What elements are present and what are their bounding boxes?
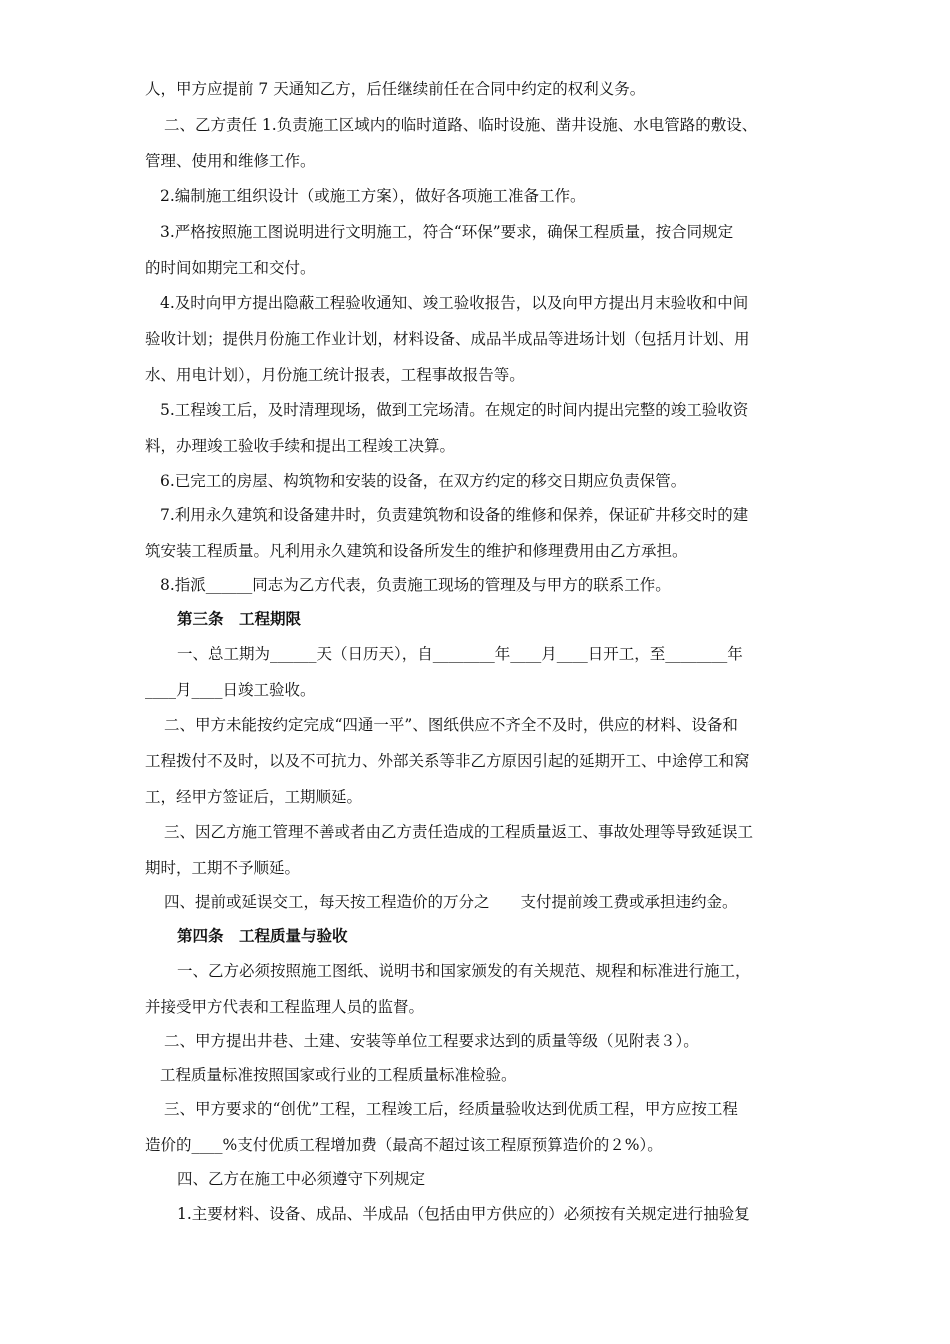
text-line: 1.主要材料、设备、成品、半成品（包括由甲方供应的）必须按有关规定进行抽验复: [177, 1205, 750, 1223]
section-heading-article-3: 第三条 工程期限: [177, 609, 302, 628]
text-line: 筑安装工程质量。凡利用永久建筑和设备所发生的维护和修理费用由乙方承担。: [145, 542, 688, 560]
text-line: 人，甲方应提前 7 天通知乙方，后任继续前任在合同中约定的权利义务。: [145, 80, 646, 98]
text-line: 工程拨付不及时，以及不可抗力、外部关系等非乙方原因引起的延期开工、中途停工和窝: [145, 752, 750, 770]
text-line: 期时，工期不予顺延。: [145, 859, 301, 877]
text-line: 的时间如期完工和交付。: [145, 259, 316, 277]
text-line: 四、乙方在施工中必须遵守下列规定: [177, 1170, 426, 1188]
text-line: 7.利用永久建筑和设备建井时，负责建筑物和设备的维修和保养，保证矿井移交时的建: [160, 506, 749, 524]
text-line: 2.编制施工组织设计（或施工方案），做好各项施工准备工作。: [160, 187, 586, 205]
text-line: 5.工程竣工后，及时清理现场，做到工完场清。在规定的时间内提出完整的竣工验收资: [160, 401, 749, 419]
text-line: 料，办理竣工验收手续和提出工程竣工决算。: [145, 437, 456, 455]
text-line: 工程质量标准按照国家或行业的工程质量标准检验。: [160, 1066, 517, 1084]
text-line: 二、乙方责任 1.负责施工区域内的临时道路、临时设施、凿井设施、水电管路的敷设、: [164, 116, 758, 134]
section-heading-article-4: 第四条 工程质量与验收: [177, 926, 348, 945]
text-line: 水、用电计划），月份施工统计报表，工程事故报告等。: [145, 366, 525, 384]
text-line: 二、甲方未能按约定完成“四通一平”、图纸供应不齐全不及时，供应的材料、设备和: [164, 716, 738, 734]
text-line: 并接受甲方代表和工程监理人员的监督。: [145, 998, 425, 1016]
text-line: 四、提前或延误交工，每天按工程造价的万分之 支付提前竣工费或承担违约金。: [164, 893, 738, 911]
text-line: 造价的____%支付优质工程增加费（最高不超过该工程原预算造价的２%）。: [145, 1136, 663, 1154]
text-line: 工，经甲方签证后，工期顺延。: [145, 788, 363, 806]
text-line: 三、甲方要求的“创优”工程，工程竣工后，经质量验收达到优质工程，甲方应按工程: [164, 1100, 738, 1118]
text-line: 二、甲方提出井巷、土建、安装等单位工程要求达到的质量等级（见附表３）。: [164, 1032, 699, 1050]
text-line: 6.已完工的房屋、构筑物和安装的设备，在双方约定的移交日期应负责保管。: [160, 472, 687, 490]
text-line: 一、总工期为______天（日历天），自________年____月____日开工，至________年: [177, 645, 743, 663]
text-line: 8.指派______同志为乙方代表，负责施工现场的管理及与甲方的联系工作。: [160, 576, 671, 594]
text-line: ____月____日竣工验收。: [145, 681, 316, 699]
text-line: 三、因乙方施工管理不善或者由乙方责任造成的工程质量返工、事故处理等导致延误工: [164, 823, 754, 841]
text-line: 验收计划；提供月份施工作业计划，材料设备、成品半成品等进场计划（包括月计划、用: [145, 330, 750, 348]
text-line: 一、乙方必须按照施工图纸、说明书和国家颁发的有关规范、规程和标准进行施工，: [177, 962, 751, 980]
text-line: 管理、使用和维修工作。: [145, 152, 316, 170]
text-line: 3.严格按照施工图说明进行文明施工，符合“环保”要求，确保工程质量，按合同规定: [160, 223, 734, 241]
text-line: 4.及时向甲方提出隐蔽工程验收通知、竣工验收报告，以及向甲方提出月末验收和中间: [160, 294, 749, 312]
